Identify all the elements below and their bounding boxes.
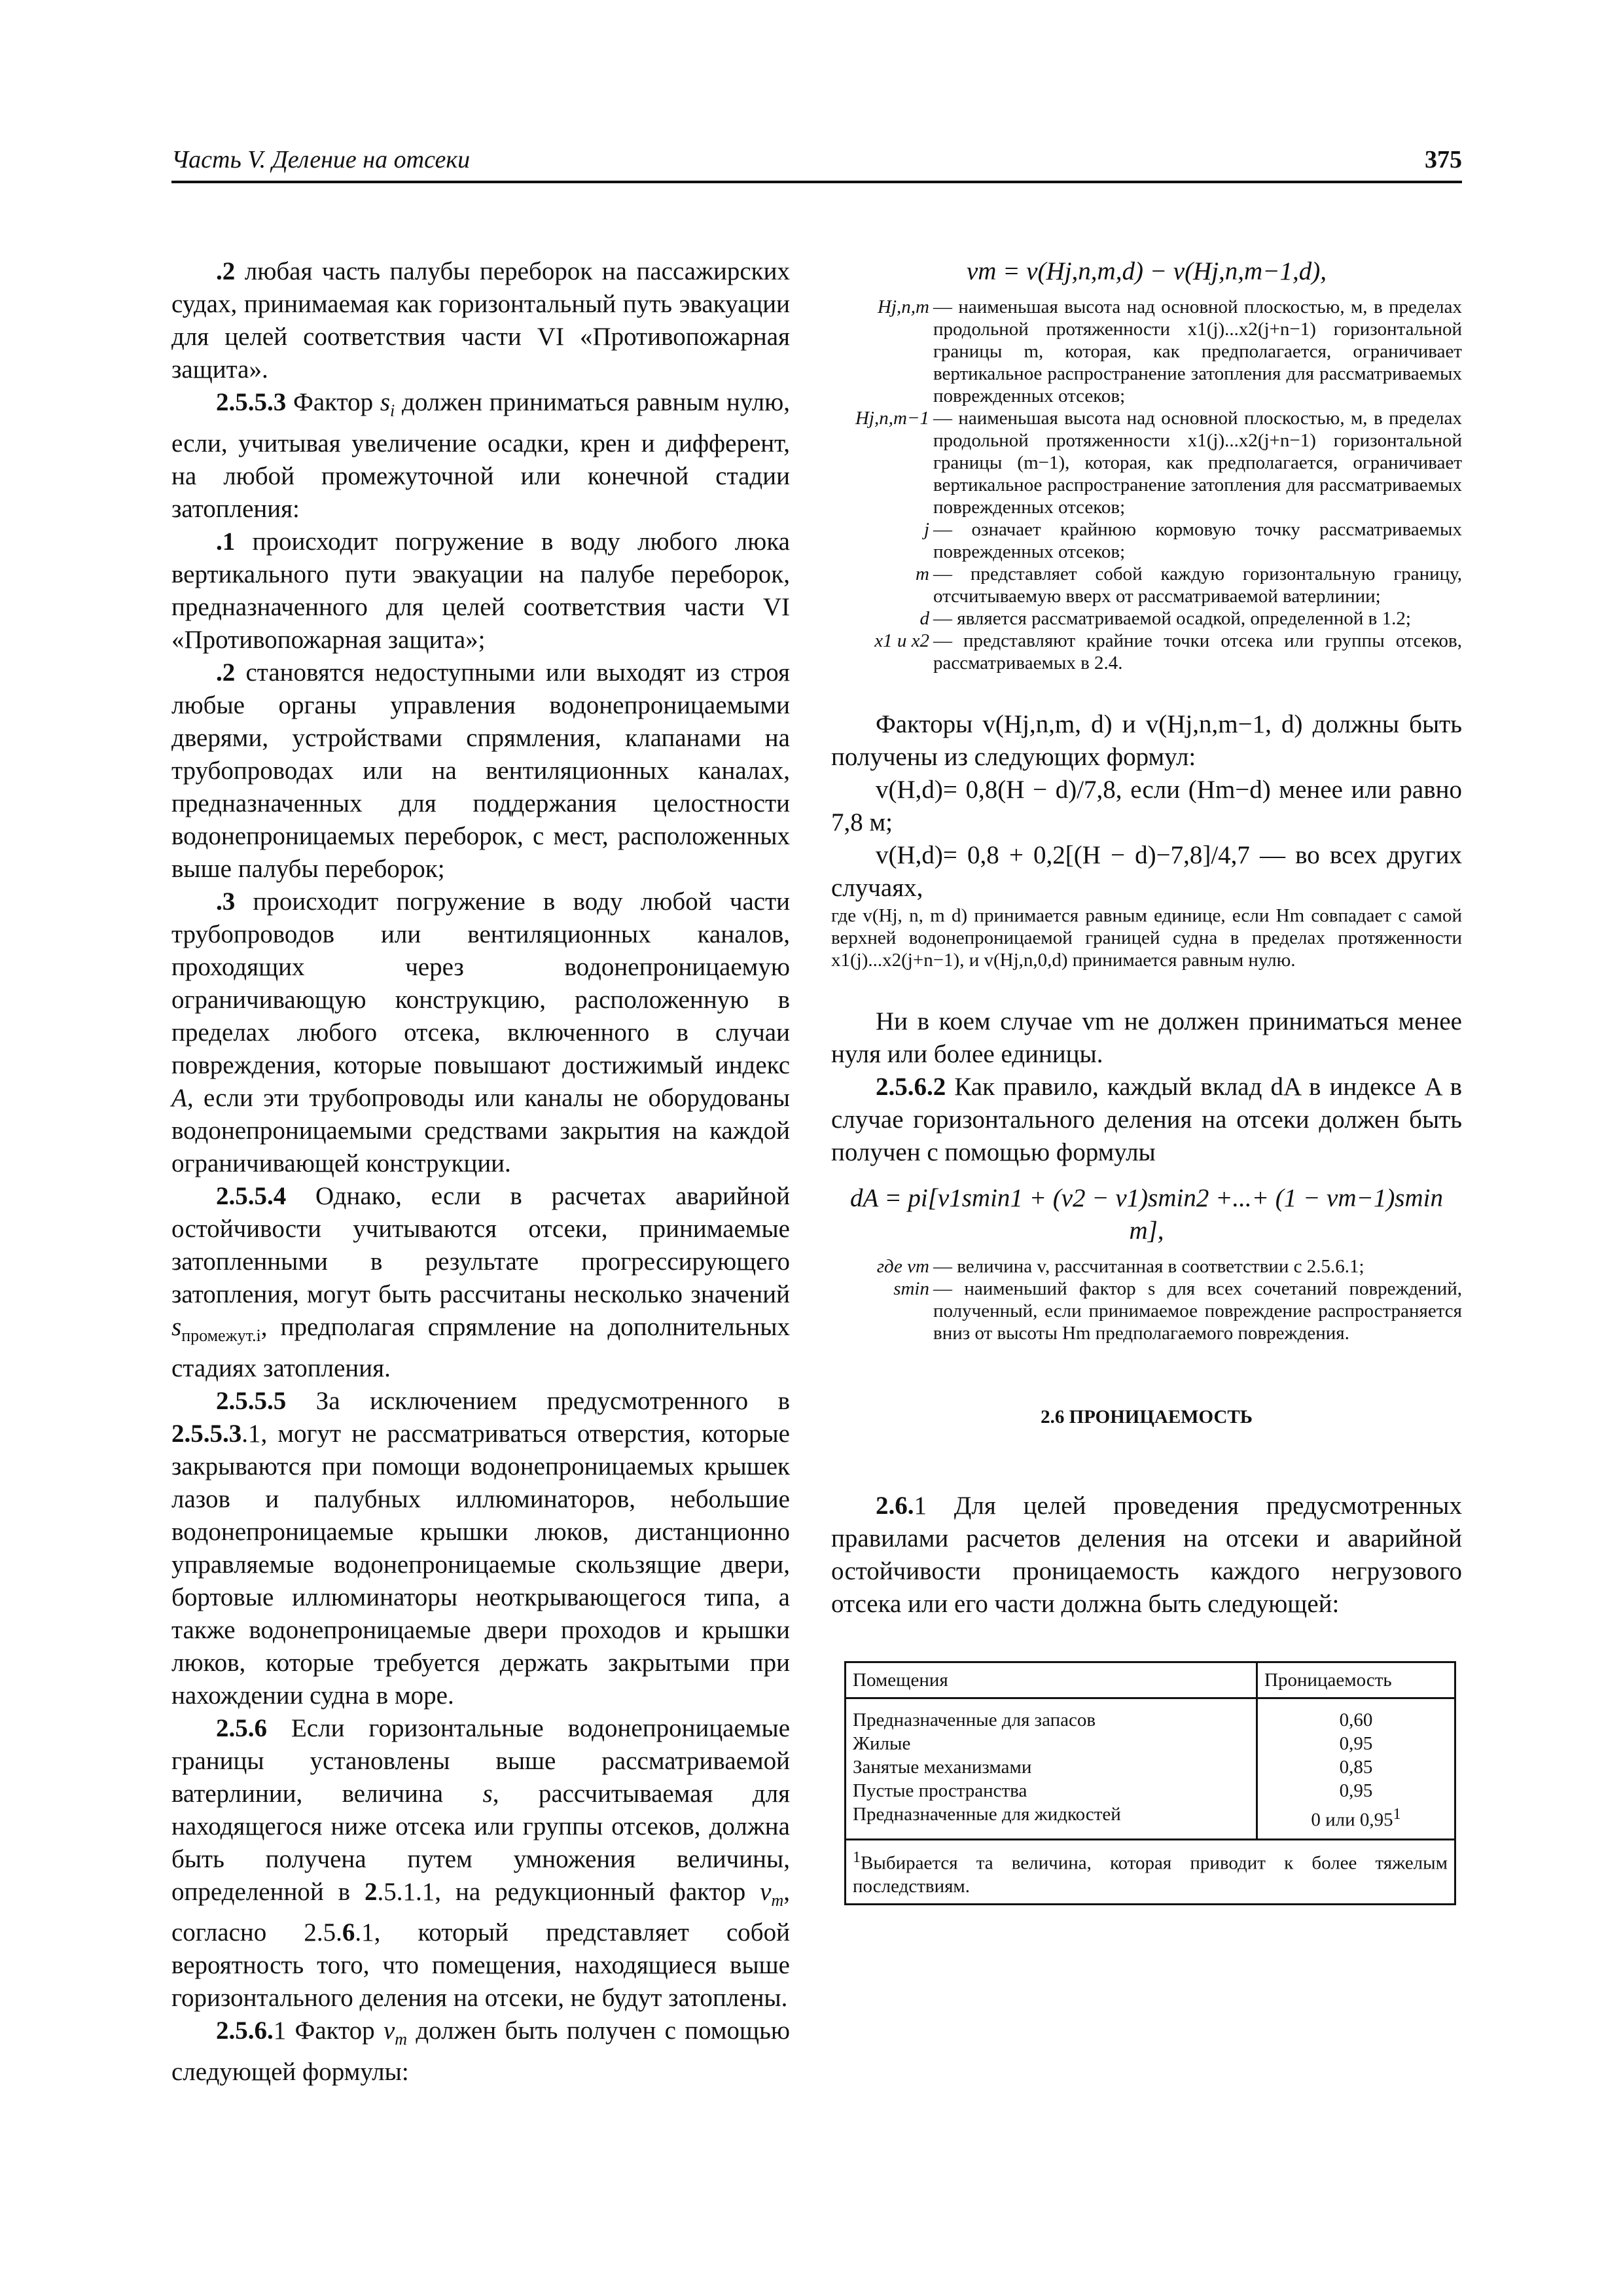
table-row	[846, 1698, 1455, 1732]
table-cell-permeability: 0,85	[1257, 1755, 1455, 1779]
formula-dA: dA = pi[v1smin1 + (v2 − v1)smin2 +...+ (1 − vm−1)smin m],	[850, 1184, 1443, 1245]
definition-symbol: x1 и x2	[874, 630, 929, 651]
table-header-permeability: Проницаемость	[1257, 1662, 1455, 1698]
table-footnote: $^1$Выбирается та величина, которая приводит к более тяжелым последствиям.	[846, 1839, 1455, 1905]
paragraph-2-6-1: 2.6.1 Для целей проведения предусмотренных правилами расчетов деления на отсеки и аварийной остойчивости проницаемость каждого негрузового отсека или его части должна быть следующей:	[831, 1492, 1462, 1618]
definition-text: — наименьшая высота над основной плоскостью, м, в пределах продольной протяженности x1(j)...x2(j+n−1) горизонтальной границы (m−1), которая, как предполагается, ограничивает вертикальное распространение затопления для рассматриваемых поврежденных отсеков;	[933, 408, 1463, 518]
table-row	[846, 1779, 1455, 1803]
paragraph: .1 происходит погружение в воду любого люка вертикального пути эвакуации на палубе переборок, предназначенного для целей соответствия части VI «Противопожарная защита»;	[171, 527, 790, 654]
table-cell-permeability: 0 или 0,95$^1$	[1257, 1803, 1455, 1839]
header-rule	[171, 181, 1462, 183]
definition-text: — наименьший фактор s для всех сочетаний повреждений, полученный, если принимаемое повреждение распространяется вниз от высоты Hm предполагаемого повреждения.	[933, 1278, 1462, 1344]
formula-v-case2: v(H,d)= 0,8 + 0,2[(H − d)−7,8]/4,7 — во всех других случаях,	[831, 841, 1462, 902]
paragraph-2-5-6-1: 2.5.6.1 Фактор $v_m$ должен быть получен с помощью следующей формулы:	[171, 2017, 790, 2087]
paragraph: Факторы v(Hj,n,m, d) и v(Hj,n,m−1, d) должны быть получены из следующих формул:	[831, 710, 1462, 771]
table-cell-space: Предназначенные для запасов	[853, 1710, 1096, 1731]
definition-row	[831, 1255, 1462, 1278]
table-cell-space: Пустые пространства	[853, 1780, 1027, 1801]
left-column	[171, 255, 790, 2089]
definition-symbol: d	[919, 608, 929, 629]
right-column	[831, 255, 1462, 1905]
definition-text: — означает крайнюю кормовую точку рассматриваемых поврежденных отсеков;	[933, 519, 1463, 562]
table-cell-space: Предназначенные для жидкостей	[853, 1804, 1121, 1825]
table-cell-permeability: 0,95	[1257, 1779, 1455, 1803]
definition-row	[831, 630, 1462, 674]
definition-symbol: m	[916, 564, 929, 584]
definition-text: — представляет собой каждую горизонтальную границу, отсчитываемую вверх от рассматриваемой ватерлинии;	[933, 564, 1463, 607]
page-header	[171, 140, 1462, 181]
definition-row	[831, 296, 1462, 407]
definition-text: — представляют крайние точки отсека или группы отсеков, рассматриваемых в 2.4.	[933, 630, 1463, 673]
definition-symbol: smin	[893, 1278, 929, 1299]
definition-symbol: Hj,n,m−1	[855, 408, 929, 429]
permeability-table	[844, 1661, 1456, 1905]
definitions-list	[831, 296, 1462, 674]
paragraph-2-5-5-5: 2.5.5.5 За исключением предусмотренного в 2.5.5.3.1, могут не рассматриваться отверстия, которые закрываются при помощи водонепроницаемых крышек лазов и палубных иллюминаторов, небольшие водонепроницаемые крышки люков, дистанционно управляемые водонепроницаемые скользящие двери, бортовые иллюминаторы неоткрывающегося типа, а также водонепроницаемые двери проходов и крышки люков, которые требуется держать закрытыми при нахождении судна в море.	[171, 1386, 790, 1710]
paragraph-2-5-6: 2.5.6 Если горизонтальные водонепроницаемые границы установлены выше рассматриваемой ватерлинии, величина s, рассчитываемая для находящегося ниже отсека или группы отсеков, должна быть получена путем умножения величины, определенной в 2.5.1.1, на редукционный фактор $v_m$, согласно 2.5.6.1, который представляет собой вероятность того, что помещения, находящиеся выше горизонтального деления на отсеки, не будут затоплены.	[171, 1713, 791, 2013]
definition-row	[831, 1278, 1462, 1344]
table-cell-permeability: 0,60	[1257, 1698, 1455, 1732]
definition-symbol: j	[923, 519, 929, 540]
table-footnote-row	[846, 1839, 1455, 1905]
formula-vm: vm = v(Hj,n,m,d) − v(Hj,n,m−1,d),	[966, 257, 1327, 285]
definition-text: — величина v, рассчитанная в соответствии с 2.5.6.1;	[933, 1256, 1364, 1277]
paragraph: .2 любая часть палубы переборок на пассажирских судах, принимаемая как горизонтальный путь эвакуации для целей соответствия части VI «Противопожарная защита».	[171, 257, 790, 384]
definition-symbol: Hj,n,m	[878, 296, 929, 317]
page-number: 375	[1425, 146, 1462, 173]
table-cell-space: Занятые механизмами	[853, 1757, 1032, 1778]
table-cell-permeability: 0,95	[1257, 1732, 1455, 1755]
section-title: 2.6 ПРОНИЦАЕМОСТЬ	[1041, 1407, 1253, 1427]
table-row	[846, 1755, 1455, 1779]
table-header-spaces: Помещения	[846, 1662, 1257, 1698]
formula-v-case1: v(H,d)= 0,8(H − d)/7,8, если (Hm−d) менее или равно 7,8 м;	[831, 776, 1462, 836]
table-cell-space: Жилые	[853, 1733, 911, 1754]
definition-row	[831, 518, 1462, 563]
paragraph-2-5-6-2: 2.5.6.2 Как правило, каждый вклад dA в индексе A в случае горизонтального деления на отсеки должен быть получен с помощью формулы	[831, 1073, 1462, 1166]
table-row	[846, 1732, 1455, 1755]
paragraph-2-5-5-3: 2.5.5.3 Фактор $s_i$ должен приниматься равным нулю, если, учитывая увеличение осадки, крен и дифферент, на любой промежуточной или конечной стадии затопления:	[171, 388, 790, 523]
definitions-list-2	[831, 1255, 1462, 1344]
running-title: Часть V. Деление на отсеки	[171, 146, 471, 173]
formula-note: где v(Hj, n, m d) принимается равным единице, если Hm совпадает с самой верхней водонепроницаемой границей судна в пределах протяженности x1(j)...x2(j+n−1), и v(Hj,n,0,d) принимается равным нулю.	[831, 905, 1462, 971]
definition-text: — является рассматриваемой осадкой, определенной в 1.2;	[933, 608, 1411, 629]
paragraph-2-5-5-4: 2.5.5.4 Однако, если в расчетах аварийной остойчивости учитываются отсеки, принимаемые затопленными в результате прогрессирующего затопления, могут быть рассчитаны несколько значений $s_{промежут.i}$, предполагая спрямление на дополнительных стадиях затопления.	[171, 1181, 790, 1382]
table-row	[846, 1803, 1455, 1839]
definition-row	[831, 407, 1462, 518]
paragraph: .2 становятся недоступными или выходят из строя любые органы управления водонепроницаемыми дверями, устройствами спрямления, клапанами на трубопроводах или на вентиляционных каналах, предназначенных для поддержания целостности водонепроницаемых переборок, с мест, расположенных выше палубы переборок;	[171, 658, 790, 883]
definition-row	[831, 563, 1462, 607]
definition-row	[831, 607, 1462, 630]
paragraph: .3 происходит погружение в воду любой части трубопроводов или вентиляционных каналов, проходящих через водонепроницаемую ограничивающую конструкцию, расположенную в пределах любого отсека, включенного в случаи повреждения, которые повышают достижимый индекс A, если эти трубопроводы или каналы не оборудованы водонепроницаемыми средствами закрытия на каждой ограничивающей конструкции.	[171, 887, 790, 1177]
paragraph: Ни в коем случае vm не должен приниматься менее нуля или более единицы.	[831, 1007, 1462, 1068]
definition-symbol: где vm	[876, 1256, 929, 1277]
definition-text: — наименьшая высота над основной плоскостью, м, в пределах продольной протяженности x1(j)...x2(j+n−1) горизонтальной границы m, которая, как предполагается, ограничивает вертикальное распространение затопления для рассматриваемых поврежденных отсеков;	[933, 296, 1463, 406]
